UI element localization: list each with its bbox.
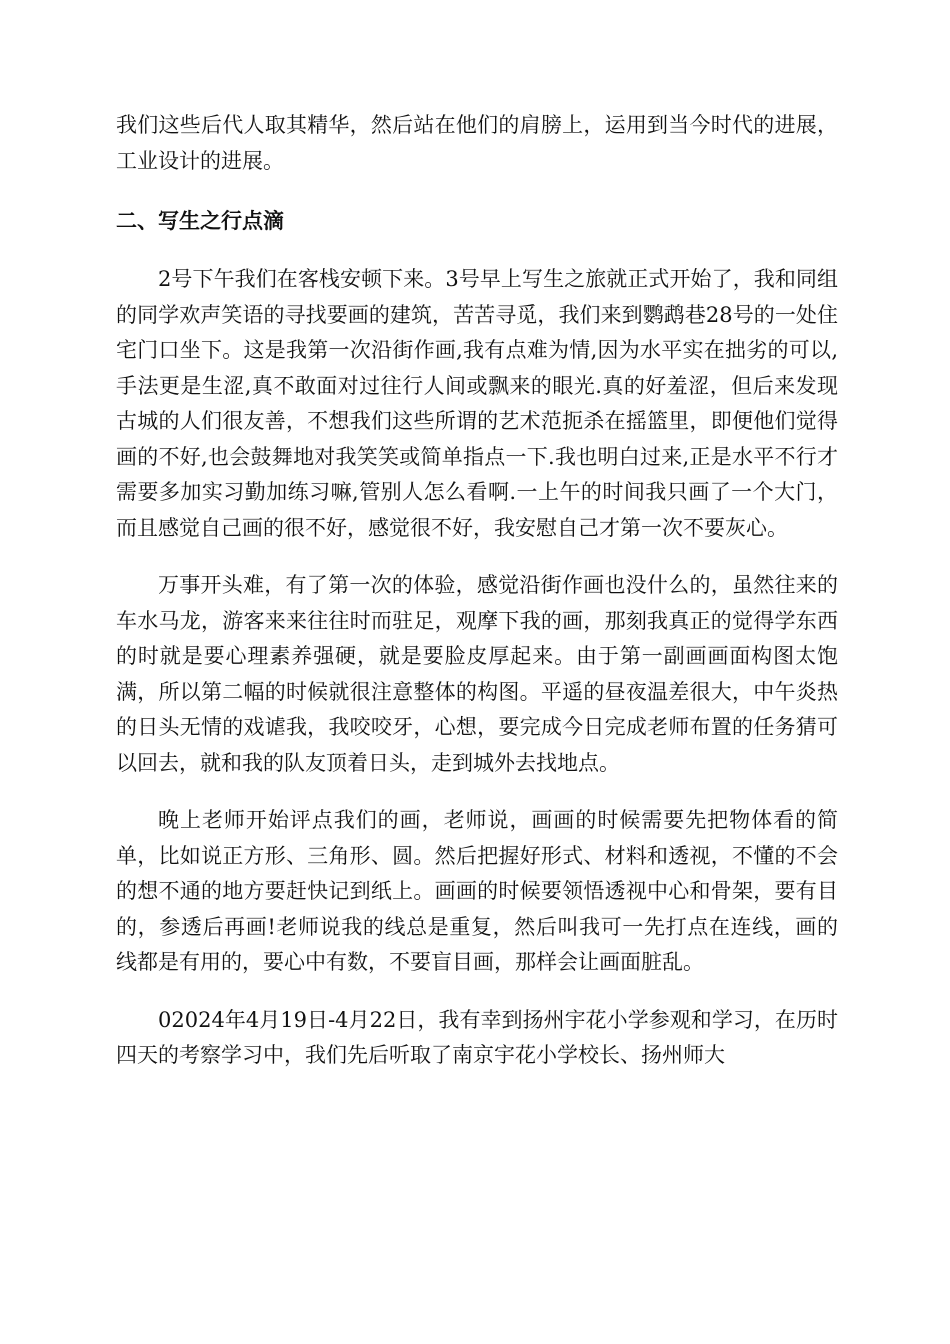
- document-body: [116, 108, 838, 1074]
- paragraph-teacher-review: 晚上老师开始评点我们的画，老师说，画画的时候需要先把物体看的简单，比如说正方形、三角形、圆。然后把握好形式、材料和透视，不懂的不会的想不通的地方要赶快记到纸上。画画的时候要领悟透视中心和骨架，要有目的，参透后再画!老师说我的线总是重复，然后叫我可一先打点在连线，画的线都是有用的，要心中有数，不要盲目画，那样会让画面脏乱。: [116, 808, 838, 974]
- paragraph-school-visit: 02024年4月19日-4月22日，我有幸到扬州宇花小学参观和学习，在历时四天的考察学习中，我们先后听取了南京宇花小学校长、扬州师大: [116, 1007, 838, 1067]
- paragraph-second-drawing: 万事开头难，有了第一次的体验，感觉沿街作画也没什么的，虽然往来的车水马龙，游客来来往往时而驻足，观摩下我的画，那刻我真正的觉得学东西的时就是要心理素养强硬，就是要脸皮厚起来。由于第一副画画面构图太饱满，所以第二幅的时候就很注意整体的构图。平遥的昼夜温差很大，中午炎热的日头无情的戏谑我，我咬咬牙，心想，要完成今日完成老师布置的任务猜可以回去，就和我的队友顶着日头，走到城外去找地点。: [116, 573, 838, 775]
- paragraph-sketch-trip-day-one: 2号下午我们在客栈安顿下来。3号早上写生之旅就正式开始了，我和同组的同学欢声笑语的寻找要画的建筑，苦苦寻觅，我们来到鹦鹉巷28号的一处住宅门口坐下。这是我第一次沿街作画,我有点难为情,因为水平实在拙劣的可以,手法更是生涩,真不敢面对过往行人间或飘来的眼光.真的好羞涩，但后来发现古城的人们很友善，不想我们这些所谓的艺术范扼杀在摇篮里，即便他们觉得画的不好,也会鼓舞地对我笑笑或简单指点一下.我也明白过来,正是水平不行才需要多加实习勤加练习嘛,管别人怎么看啊.一上午的时间我只画了一个大门，而且感觉自己画的很不好，感觉很不好，我安慰自己才第一次不要灰心。: [116, 267, 838, 540]
- continuation-paragraph: 我们这些后代人取其精华，然后站在他们的肩膀上，运用到当今时代的进展，工业设计的进展。: [116, 113, 838, 173]
- section-heading: 二、写生之行点滴: [116, 209, 284, 233]
